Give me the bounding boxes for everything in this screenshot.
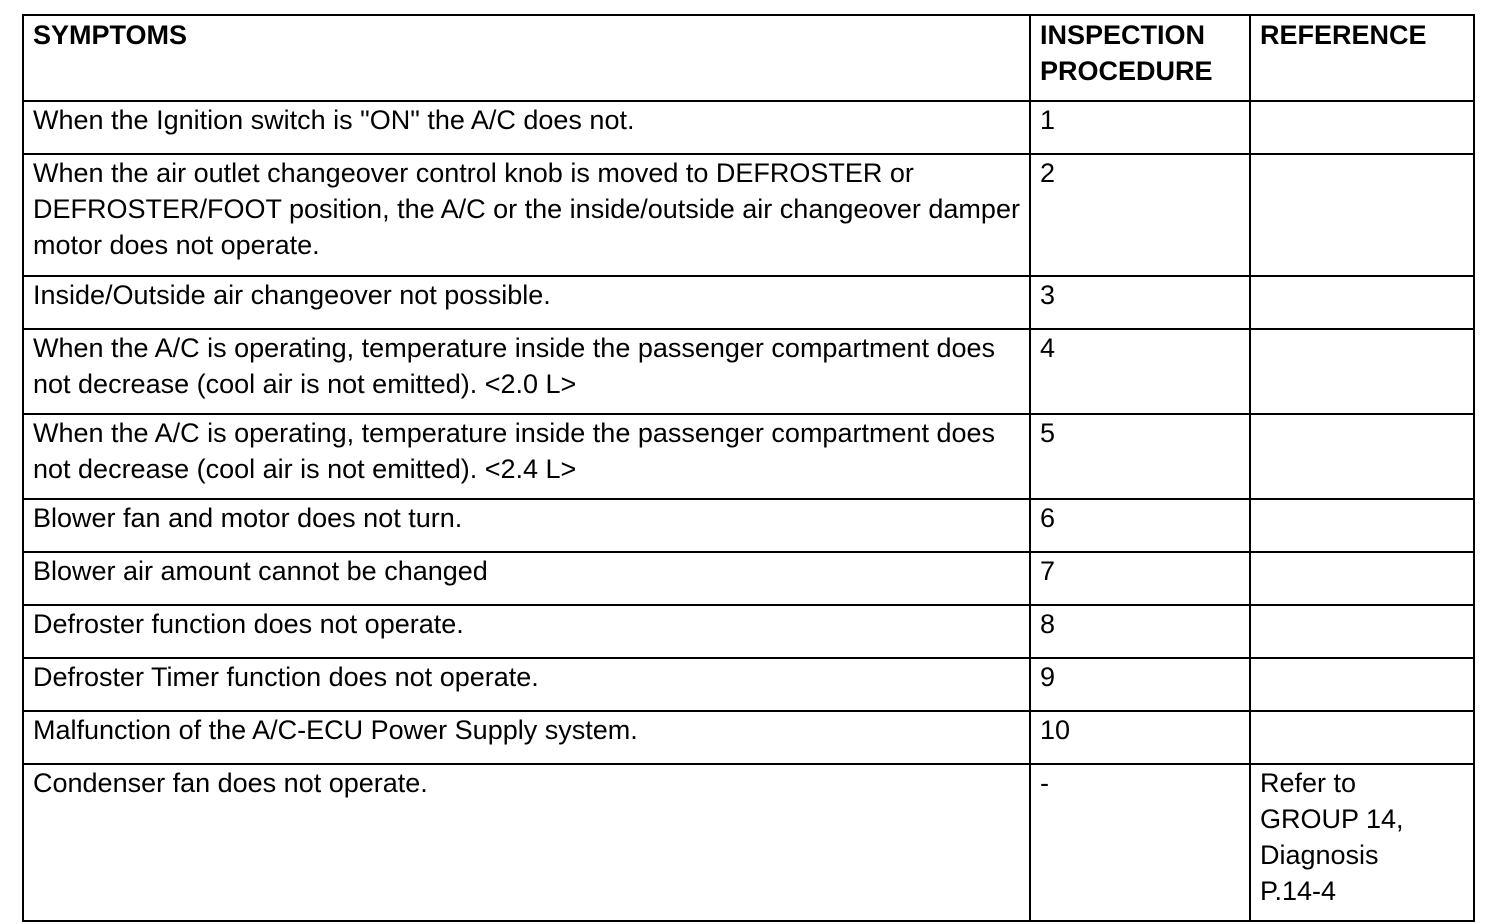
- header-inspection-procedure: [1030, 15, 1250, 101]
- table-row: [23, 711, 1474, 764]
- reference-line: Refer to: [1260, 768, 1357, 798]
- procedure-cell: -: [1030, 764, 1250, 921]
- reference-cell: [1250, 499, 1474, 552]
- symptom-cell: When the A/C is operating, temperature inside the passenger compartment does not decrease (cool air is not emitted). <2.4 L>: [23, 414, 1030, 499]
- procedure-cell: 3: [1030, 276, 1250, 329]
- header-symptoms: SYMPTOMS: [23, 15, 1030, 101]
- table-row: [23, 764, 1474, 921]
- symptom-cell: Defroster Timer function does not operate.: [23, 658, 1030, 711]
- reference-cell: [1250, 658, 1474, 711]
- reference-cell: [1250, 329, 1474, 414]
- procedure-cell: 2: [1030, 154, 1250, 276]
- table-row: [23, 552, 1474, 605]
- reference-line: Diagnosis: [1260, 840, 1379, 870]
- symptom-cell: When the A/C is operating, temperature inside the passenger compartment does not decrease (cool air is not emitted). <2.0 L>: [23, 329, 1030, 414]
- symptom-cell: Defroster function does not operate.: [23, 605, 1030, 658]
- procedure-cell: 8: [1030, 605, 1250, 658]
- header-inspection-line-1: INSPECTION: [1040, 20, 1206, 50]
- reference-cell: [1250, 605, 1474, 658]
- symptom-cell: Blower air amount cannot be changed: [23, 552, 1030, 605]
- reference-line: GROUP 14,: [1260, 804, 1404, 834]
- reference-cell: [1250, 711, 1474, 764]
- reference-cell: [1250, 552, 1474, 605]
- table-row: [23, 414, 1474, 499]
- table-row: [23, 101, 1474, 154]
- header-reference: REFERENCE: [1250, 15, 1474, 101]
- table-row: [23, 329, 1474, 414]
- symptom-cell: Malfunction of the A/C-ECU Power Supply system.: [23, 711, 1030, 764]
- procedure-cell: 7: [1030, 552, 1250, 605]
- procedure-cell: 5: [1030, 414, 1250, 499]
- table-row: [23, 154, 1474, 276]
- symptom-cell: When the Ignition switch is "ON" the A/C does not.: [23, 101, 1030, 154]
- symptom-cell: Condenser fan does not operate.: [23, 764, 1030, 921]
- reference-line: P.14-4: [1260, 876, 1337, 906]
- reference-cell: [1250, 276, 1474, 329]
- table-row: [23, 605, 1474, 658]
- procedure-cell: 9: [1030, 658, 1250, 711]
- procedure-cell: 1: [1030, 101, 1250, 154]
- procedure-cell: 10: [1030, 711, 1250, 764]
- reference-cell: [1250, 154, 1474, 276]
- table-row: [23, 658, 1474, 711]
- procedure-cell: 6: [1030, 499, 1250, 552]
- table-row: [23, 276, 1474, 329]
- reference-cell: [1250, 101, 1474, 154]
- table-row: [23, 499, 1474, 552]
- header-inspection-line-2: PROCEDURE: [1040, 56, 1213, 86]
- header-row: [23, 15, 1474, 101]
- symptom-cell: When the air outlet changeover control knob is moved to DEFROSTER or DEFROSTER/FOOT position, the A/C or the inside/outside air changeover damper motor does not operate.: [23, 154, 1030, 276]
- reference-cell: [1250, 414, 1474, 499]
- reference-cell: [1250, 764, 1474, 921]
- symptom-cell: Blower fan and motor does not turn.: [23, 499, 1030, 552]
- symptom-chart-table: [22, 14, 1475, 922]
- symptom-cell: Inside/Outside air changeover not possible.: [23, 276, 1030, 329]
- procedure-cell: 4: [1030, 329, 1250, 414]
